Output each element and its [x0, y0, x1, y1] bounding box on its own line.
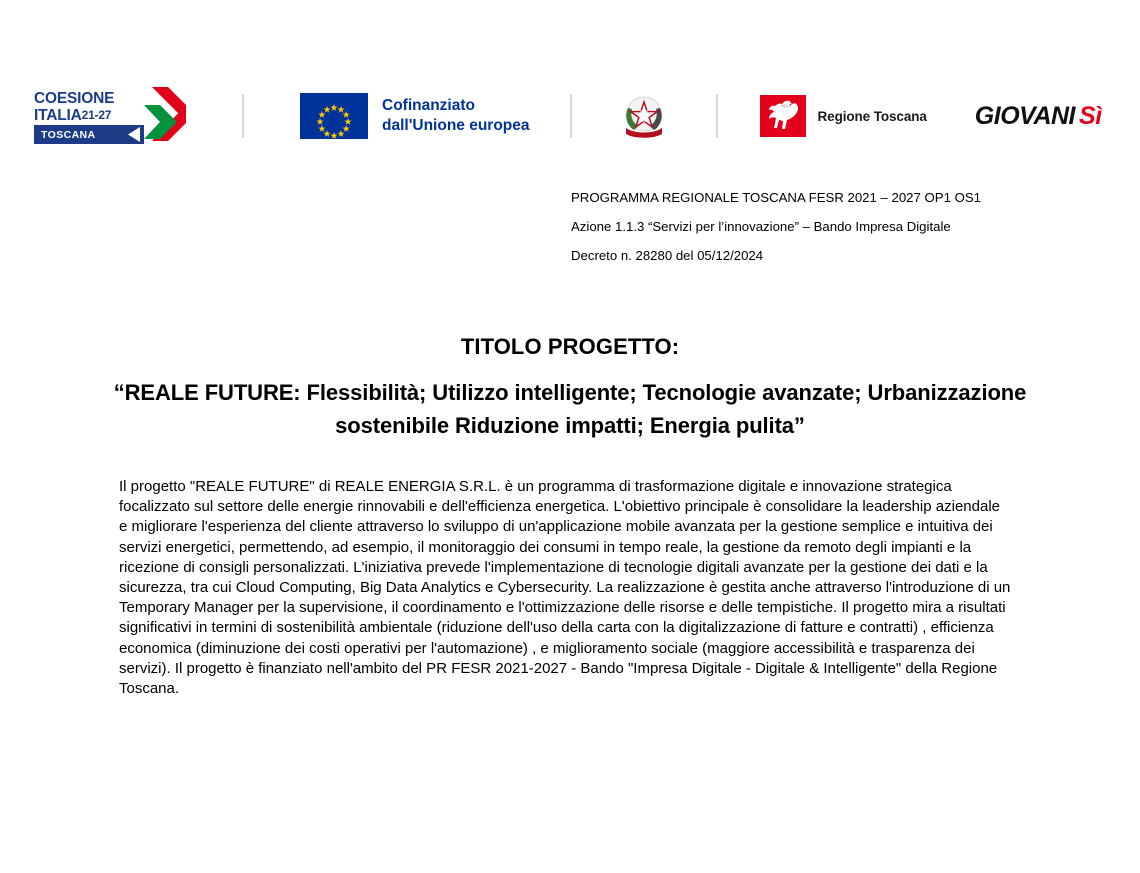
program-header: [571, 191, 1111, 279]
giovanisi-part1: GIOVANI: [974, 101, 1076, 130]
coesione-wordmark: [34, 91, 114, 123]
regione-toscana-label: Regione Toscana: [817, 108, 927, 124]
republic-emblem-icon: [618, 88, 670, 144]
coesione-region-label: TOSCANA: [41, 128, 96, 141]
logo-repubblica-italiana: [618, 78, 670, 154]
project-title-text: “REALE FUTURE: Flessibilità; Utilizzo intelligente; Tecnologie avanzate; Urbanizzazione sostenibile Riduzione impatti; Energia pulita”: [113, 380, 1027, 438]
program-header-line-2: Azione 1.1.3 “Servizi per l’innovazione” – Bando Impresa Digitale: [571, 219, 951, 235]
logo-european-union: [300, 78, 530, 154]
coesione-years: 21-27: [81, 107, 112, 122]
logo-giovanisi: [975, 78, 1102, 154]
eu-flag-icon: [300, 93, 368, 139]
project-description-paragraph: Il progetto "REALE FUTURE" di REALE ENERGIA S.R.L. è un programma di trasformazione digitale e innovazione strategica focalizzato sul settore delle energie rinnovabili e dell'efficienza energetica. L'obiettivo principale è consolidare la leadership aziendale e migliorare l'esperienza del cliente attraverso lo sviluppo di un'applicazione mobile avanzata per la gestione semplice e intuitiva dei servizi energetici, permettendo, ad esempio, il monitoraggio dei consumi in tempo reale, la gestione da remoto degli impianti e la ricezione di consigli personalizzati. L'iniziativa prevede l'implementazione di tecnologie digitali avanzate per la gestione dei dati e la sicurezza, tra cui Cloud Computing, Big Data Analytics e Cybersecurity. La realizzazione è gestita anche attraverso l'introduzione di un Temporary Manager per la supervisione, il coordinamento e l'ottimizzazione delle risorse e delle tempistiche. Il progetto mira a risultati significativi in termini di sostenibilità ambientale (riduzione dell'uso della carta con la digitalizzazione di fatture e contratti) , efficienza economica (diminuzione dei costi operativi per l'automazione) , e miglioramento sociale (maggiore accessibilità e trasparenza dei servizi). Il progetto è finanziato nell'ambito del PR FESR 2021-2027 - Bando "Impresa Digitale - Digitale & Intelligente" della Regione Toscana.: [119, 478, 1011, 698]
coesione-line1: COESIONE: [34, 90, 115, 107]
eu-line2: dall'Unione europea: [382, 117, 530, 134]
logo-coesione-italia: [0, 78, 186, 154]
coesione-white-arrow-icon: [114, 125, 144, 144]
logo-separator-2: [570, 94, 572, 138]
logo-strip: [0, 78, 1140, 154]
eu-wordmark: [382, 96, 530, 136]
project-title-label: TITOLO PROGETTO:: [460, 334, 680, 359]
logo-regione-toscana: [760, 78, 927, 154]
giovanisi-part2: Sì: [1079, 101, 1102, 130]
coesione-line2: ITALIA21-27: [34, 106, 112, 124]
program-header-line-1: PROGRAMMA REGIONALE TOSCANA FESR 2021 – 2027 OP1 OS1: [571, 190, 981, 205]
eu-line1: Cofinanziato: [382, 97, 475, 115]
program-header-line-3: Decreto n. 28280 del 05/12/2024: [571, 248, 764, 264]
project-title-block: [70, 334, 1070, 442]
logo-separator-1: [242, 94, 244, 138]
logo-separator-3: [716, 94, 718, 138]
pegasus-icon: [760, 95, 806, 137]
